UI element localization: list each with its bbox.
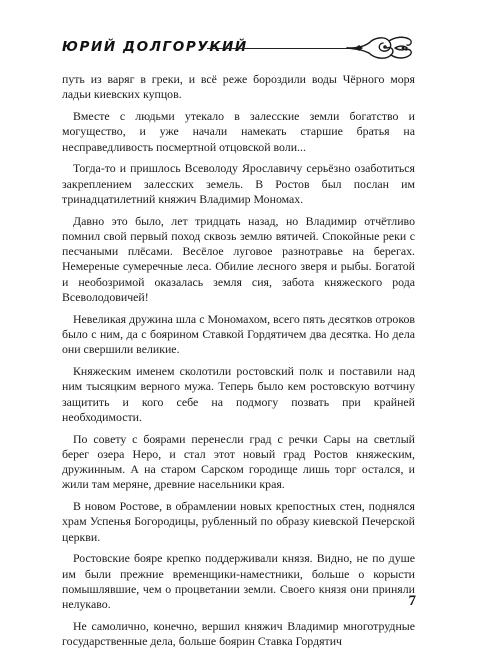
paragraph: Невеликая дружина шла с Мономахом, всего пять десятков отроков было с ним, да с боярином Ставкой Гордятичем два десятка. Но дела они свершили великие. (62, 311, 415, 357)
running-title: ЮРИЙ ДОЛГОРУКИЙ (62, 39, 248, 55)
paragraph: Давно это было, лет тридцать назад, но Владимир отчётливо помнил свой первый поход сквозь землю вятичей. Спокойные реки с песчаными плёсами. Весёлое луговое разнотравье на берегах. Немереные сумеречные леса. Обилие лесного зверя и рыбы. Богатой и необозримой оказалась земля сия, забота княжеского рода Всеволодовичей! (62, 213, 415, 305)
paragraph: Ростовские бояре крепко поддерживали князя. Видно, не по душе им были прежние временщики-наместники, больше о корысти помышлявшие, чем о процветании земли. Своего князя они приняли нелукаво. (62, 551, 415, 612)
paragraph: Не самолично, конечно, вершил княжич Владимир многотрудные государственные дела, больше боярин Ставка Гордятич (62, 619, 415, 649)
paragraph: Княжеским именем сколотили ростовский полк и поставили над ним тысяцким верного мужа. Теперь было кем ростовскую вотчину защитить и кого себе на подмогу позвать при крайней необходимости. (62, 364, 415, 424)
running-header (62, 35, 415, 63)
paragraph: путь из варяг в греки, и всё реже бороздили воды Чёрного моря ладьи киевских купцов. (62, 72, 415, 102)
paragraph: Вместе с людьми утекало в залесские земли богатство и могущество, и уже начали намекать старшие братья на несправедливость посмертной отцовской воли... (62, 108, 415, 154)
header-rule (207, 48, 353, 49)
paragraph: По совету с боярами перенесли град с речки Сары на светлый берег озера Неро, и стал этот новый град Ростов княжеским, дружинным. А на старом Сарском городище лишь торг остался, и жили там меряне, древние насельники края. (62, 431, 415, 492)
vine-scroll-ornament-icon (345, 33, 415, 63)
body-text (62, 72, 415, 656)
paragraph: Тогда-то и пришлось Всеволоду Ярославичу серьёзно озаботиться закреплением залесских земель. В Ростов был послан им тринадцатилетний княжич Владимир Мономах. (62, 161, 415, 206)
page-number: 7 (408, 593, 416, 609)
paragraph: В новом Ростове, в обрамлении новых крепостных стен, поднялся храм Успенья Богородицы, рубленный по образу киевской Печерской церкви. (62, 499, 415, 544)
